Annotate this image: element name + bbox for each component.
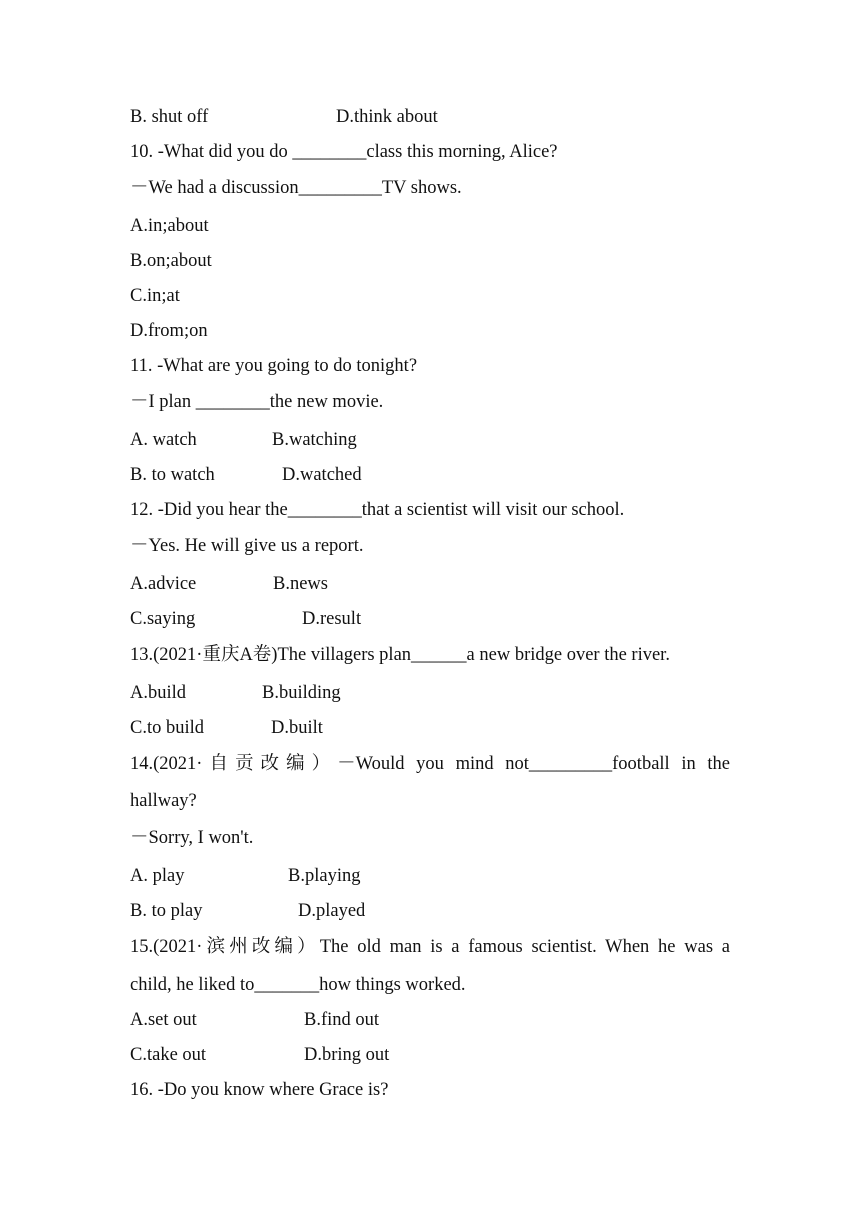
- question-12-option-d: D.result: [302, 609, 362, 629]
- question-13-option-d: D.built: [271, 718, 323, 738]
- question-13-option-a: A.build: [130, 683, 187, 703]
- question-12: 12. -Did you hear the________that a scientist will visit our school.: [130, 500, 625, 520]
- question-13-option-b: B.building: [262, 683, 341, 703]
- question-15: 15.(2021·滨州改编）The old man is a famous scientist. When he was a: [130, 937, 730, 957]
- question-14-option-b: B.playing: [288, 866, 361, 886]
- question-10-reply: －We had a discussion_________TV shows.: [130, 178, 462, 198]
- question-12-option-c: C.saying: [130, 609, 196, 629]
- question-12-reply: －Yes. He will give us a report.: [130, 536, 364, 556]
- question-12-option-a: A.advice: [130, 574, 197, 594]
- question-14-option-a: A. play: [130, 866, 185, 886]
- question-10-option-b: B.on;about: [130, 251, 212, 271]
- question-14-option-d: D.played: [298, 901, 366, 921]
- question-11-reply: －I plan ________the new movie.: [130, 392, 384, 412]
- question-15-option-a: A.set out: [130, 1010, 197, 1030]
- option-b-prev: B. shut off: [130, 107, 209, 127]
- question-14-continued: hallway?: [130, 791, 197, 811]
- question-14: 14.(2021·自贡改编）－Would you mind not_________football in the: [130, 754, 730, 774]
- question-15-option-b: B.find out: [304, 1010, 380, 1030]
- question-11-option-c: B. to watch: [130, 465, 215, 485]
- question-11-option-b: B.watching: [272, 430, 357, 450]
- question-15-option-c: C.take out: [130, 1045, 207, 1065]
- question-14-reply: －Sorry, I won't.: [130, 828, 254, 848]
- question-14-option-c: B. to play: [130, 901, 203, 921]
- question-10: 10. -What did you do ________class this morning, Alice?: [130, 142, 558, 162]
- question-10-option-d: D.from;on: [130, 321, 208, 341]
- question-11-option-a: A. watch: [130, 430, 197, 450]
- question-10-option-c: C.in;at: [130, 286, 180, 306]
- option-d-prev: D.think about: [336, 107, 438, 127]
- question-13-option-c: C.to build: [130, 718, 205, 738]
- question-11: 11. -What are you going to do tonight?: [130, 356, 418, 376]
- question-15-continued: child, he liked to_______how things worked.: [130, 975, 466, 995]
- question-12-option-b: B.news: [273, 574, 328, 594]
- question-16: 16. -Do you know where Grace is?: [130, 1080, 389, 1100]
- question-10-option-a: A.in;about: [130, 216, 209, 236]
- question-15-option-d: D.bring out: [304, 1045, 390, 1065]
- question-13: 13.(2021·重庆A卷)The villagers plan______a new bridge over the river.: [130, 645, 670, 665]
- question-11-option-d: D.watched: [282, 465, 362, 485]
